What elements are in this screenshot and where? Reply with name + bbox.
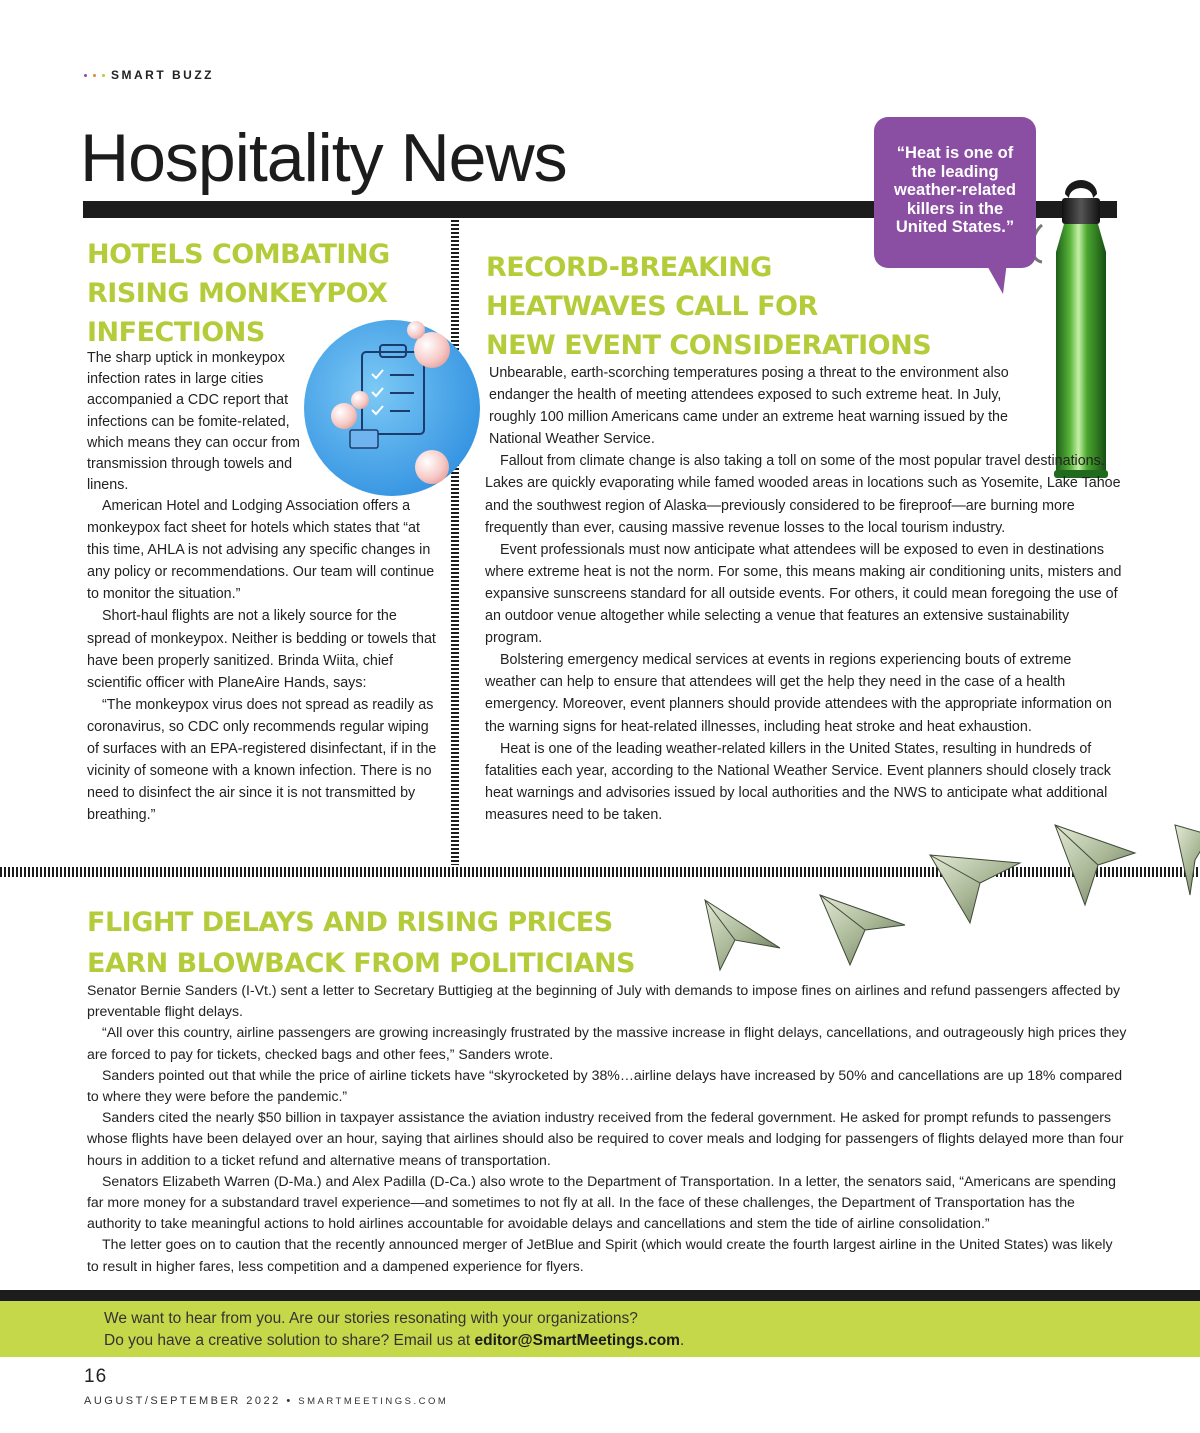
footer-rule (0, 1290, 1200, 1301)
kicker-dot (102, 74, 105, 77)
paragraph: Sanders pointed out that while the price of airline tickets have “skyrocketed by 38%…airline delays have increased by 50% and cancellations are up 18% compared to where they were before the pandemic.” (87, 1066, 1123, 1105)
feedback-text (104, 1308, 684, 1352)
headline-line: HOTELS COMBATING (87, 239, 390, 270)
paragraph: Senator Bernie Sanders (I-Vt.) sent a letter to Secretary Buttigieg at the beginning of July with demands to impose fines on airlines and refund passengers affected by preventable flight delays. (87, 982, 1121, 1020)
issue-date: AUGUST/SEPTEMBER 2022 (84, 1395, 281, 1407)
feedback-line-text: Do you have a creative solution to share? Email us at (104, 1332, 475, 1349)
flights-headline (87, 902, 635, 984)
monkeypox-intro (87, 348, 307, 496)
kicker-dot (84, 74, 87, 77)
pull-quote-bubble (874, 117, 1036, 268)
paragraph: Senators Elizabeth Warren (D-Ma.) and Alex Padilla (D-Ca.) also wrote to the Department of Transportation. In a letter, the senators said, “Americans are spending far more money for a substandard travel experience—and sometimes to not fly at all. In the face of these challenges, the Department of Transportation has the authority to take meaningful actions to hold airlines accountable for avoidable delays and cancellations and stem the tide of airline consolidation.” (87, 1172, 1116, 1232)
feedback-line: We want to hear from you. Are our stories resonating with your organizations? (104, 1310, 638, 1327)
paragraph: Sanders cited the nearly $50 billion in taxpayer assistance the aviation industry received from the federal government. He asked for prompt refunds to passengers whose flights have been delayed over an hour, saying that airlines should also be required to cover meals and lodging for passengers of flights delayed more than four hours in addition to a ticket refund and alternative means of transportation. (87, 1109, 1124, 1168)
email-link[interactable]: editor@SmartMeetings.com (474, 1332, 680, 1349)
website-label: SMARTMEETINGS.COM (298, 1396, 449, 1407)
paragraph: Bolstering emergency medical services at events in regions experiencing bouts of extreme weather can help to ensure that attendees will get the help they need in the case of a health emergency. Moreover, event planners should provide attendees with the appropriate information on the warning signs for heat-related illnesses, including heat stroke and heat exhaustion. (485, 652, 1112, 735)
headline-line: EARN BLOWBACK FROM POLITICIANS (87, 948, 636, 979)
headline-line: NEW EVENT CONSIDERATIONS (486, 330, 932, 361)
page-title: Hospitality News (80, 120, 567, 196)
paragraph: Fallout from climate change is also taking a toll on some of the most popular travel destinations. Lakes are quickly evaporating while famed wooded areas in locations such as Yosemite, Lake Tahoe and the southwest region of Alaska—previously considered to be fireproof—are burning more frequently than ever, causing massive revenue losses to the local tourism industry. (485, 453, 1121, 536)
headline-line: HEATWAVES CALL FOR (486, 291, 818, 322)
heatwave-headline (486, 248, 931, 365)
headline-line: INFECTIONS (87, 317, 265, 348)
kicker-label: SMART BUZZ (111, 68, 214, 82)
paragraph: The letter goes on to caution that the recently announced merger of JetBlue and Spirit (which would create the fourth largest airline in the United States) was likely to result in higher fares, less competition and a dampened experience for flyers. (87, 1236, 1113, 1274)
clipboard-checklist-illustration (300, 312, 485, 512)
paragraph: American Hotel and Lodging Association offers a monkeypox fact sheet for hotels which states that “at this time, AHLA is not advising any specific changes in any policy or recommendations. Our team will continue to monitor the situation.” (87, 498, 435, 603)
headline-line: RISING MONKEYPOX (87, 278, 388, 309)
pull-quote-tail (985, 262, 1007, 294)
pull-quote-text: “Heat is one of the leading weather-related killers in the United States.” (894, 144, 1016, 236)
heatwave-body (485, 362, 1125, 826)
flights-body (87, 980, 1127, 1277)
paragraph: “All over this country, airline passengers are growing increasingly frustrated by the massive increase in flight delays, cancellations, and outrageously high prices they are forced to pay for tickets, checked bags and other fees,” Sanders wrote. (87, 1024, 1127, 1062)
money-paper-planes-illustration (680, 815, 1200, 980)
paragraph: “The monkeypox virus does not spread as readily as coronavirus, so CDC only recommends regular wiping of surfaces with an EPA-registered disinfectant, if in the vicinity of someone with a known infection. There is no need to disinfect the air since it is not transmitted by breathing.” (87, 696, 437, 824)
paragraph: Event professionals must now anticipate what attendees will be exposed to even in destinations where extreme heat is not the norm. For some, this means making air conditioning units, misters and expansive sunscreens standard for all outside events. For others, it could mean foregoing the use of an outdoor venue altogether while selecting a venue that features an extensive sustainability program. (485, 541, 1122, 647)
feedback-line (104, 1330, 684, 1352)
page-number: 16 (84, 1366, 108, 1387)
monkeypox-body (87, 495, 439, 826)
headline-line: RECORD-BREAKING (486, 252, 772, 283)
kicker-dot (93, 74, 96, 77)
paragraph: Unbearable, earth-scorching temperatures posing a threat to the environment also endanger the health of meeting attendees exposed to such extreme heat. In July, roughly 100 million Americans came under an extreme heat warning issued by the National Weather Service. (489, 365, 1009, 448)
folio-separator: • (280, 1395, 299, 1407)
paragraph: The sharp uptick in monkeypox infection rates in large cities accompanied a CDC report that infections can be fomite-related, which means they can occur from transmission through towels and linens. (87, 350, 300, 494)
section-kicker (84, 68, 214, 82)
paragraph: Short-haul flights are not a likely source for the spread of monkeypox. Neither is bedding or towels that have been properly sanitized. Brinda Wiita, chief scientific officer with PlaneAire Hands, says: (87, 608, 436, 691)
paragraph: Heat is one of the leading weather-related killers in the United States, resulting in hundreds of fatalities each year, according to the National Weather Service. Event planners should closely track heat warnings and advisories issued by local authorities and the NWS to anticipate what additional measures need to be taken. (485, 740, 1111, 823)
issue-line (84, 1395, 448, 1407)
feedback-line-end: . (679, 1332, 685, 1349)
headline-line: FLIGHT DELAYS AND RISING PRICES (87, 907, 613, 938)
